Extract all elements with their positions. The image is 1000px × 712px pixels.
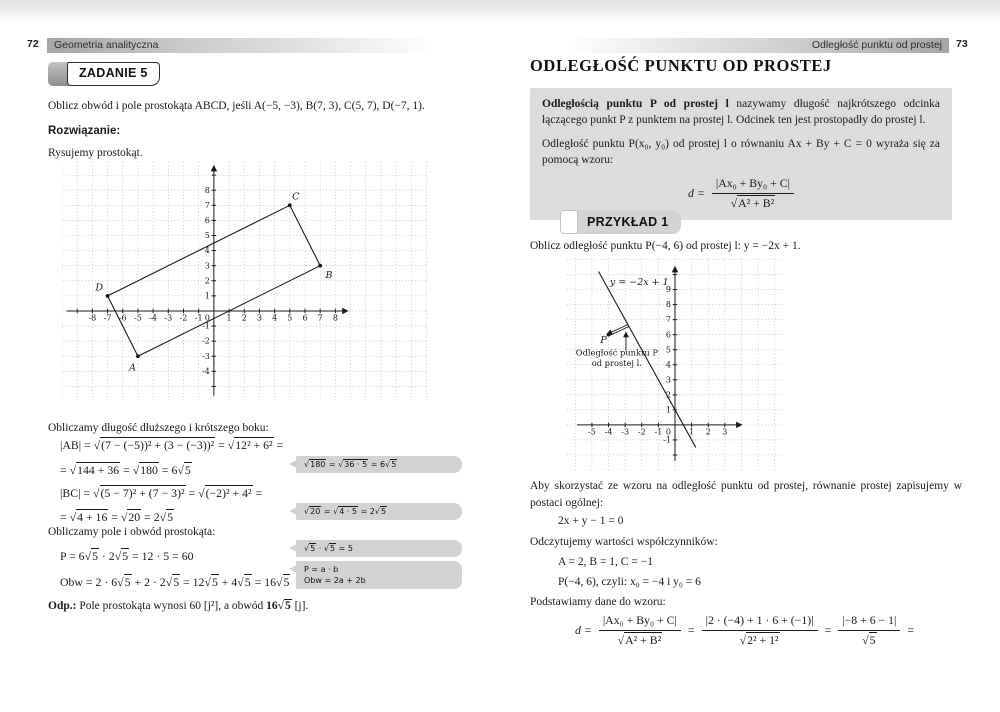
svg-text:3: 3 (204, 261, 210, 271)
answer-bold-value: 16√5 (266, 600, 291, 612)
hint-area-formula: P = a · b (304, 565, 339, 574)
calc-fraction-general (599, 612, 681, 648)
distance-plot (567, 258, 783, 470)
hint-callout-sqrt20 (296, 503, 462, 520)
svg-text:1: 1 (665, 405, 671, 415)
hint-callout-sqrt5 (296, 540, 462, 557)
chapter-header-left: Geometria analityczna (47, 38, 457, 53)
svg-text:5: 5 (204, 231, 210, 241)
task-badge-label: ZADANIE 5 (67, 62, 160, 86)
svg-text:-1: -1 (654, 427, 663, 437)
trailing-equals: = (907, 622, 915, 637)
answer-line (48, 598, 478, 615)
general-form-equation: 2x + y − 1 = 0 (558, 515, 624, 527)
page-number-left: 72 (27, 38, 39, 50)
hint-callout-sqrt180 (296, 456, 462, 473)
svg-text:0: 0 (665, 427, 671, 437)
hint-sqrt180-text: √180 = √36 · 5 = 6√5 (304, 460, 397, 469)
svg-text:-6: -6 (118, 313, 127, 323)
answer-text: Pole prostokąta wynosi 60 [j²], a obwód (79, 600, 267, 612)
calc-den-general: √A² + B² (617, 633, 662, 647)
svg-text:4: 4 (272, 313, 278, 323)
area-calculation: P = 6√5 · 2√5 = 12 · 5 = 60 (60, 549, 194, 563)
coefficients-paragraph: Odczytujemy wartości współczynników: (530, 536, 718, 548)
calc-num-simplified: |−8 + 6 − 1| (838, 612, 900, 631)
length-ab-calculation-2: = √144 + 36 = √180 = 6√5 (60, 463, 191, 477)
svg-text:2: 2 (665, 390, 671, 400)
calc-sides-label: Obliczamy długość dłuższego i krótszego boku: (48, 422, 269, 434)
example-badge (560, 210, 681, 234)
calc-num-general: |Ax₀ + By₀ + C| (599, 612, 681, 631)
svg-text:6: 6 (665, 330, 671, 340)
perimeter-calculation: Obw = 2 · 6√5 + 2 · 2√5 = 12√5 + 4√5 = 16√5 (60, 575, 290, 589)
page-number-right: 73 (956, 38, 968, 50)
substitute-paragraph: Podstawiamy dane do wzoru: (530, 596, 666, 608)
svg-text:od prostej l.: od prostej l. (591, 358, 642, 369)
length-bc-calculation-1: |BC| = √(5 − 7)² + (7 − 3)² = √(−2)² + 4² = (60, 486, 263, 500)
svg-text:5: 5 (287, 313, 293, 323)
coefficients-values: A = 2, B = 1, C = −1 (558, 556, 653, 568)
example-badge-tab (560, 210, 578, 234)
formula-numerator: |Ax₀ + By₀ + C| (712, 175, 794, 194)
rectangle-plot (62, 162, 428, 400)
svg-text:9: 9 (665, 285, 671, 295)
example-problem: Oblicz odległość punktu P(−4, 6) od prostej l: y = −2x + 1. (530, 240, 801, 252)
distance-calculation-formula (575, 612, 914, 648)
svg-text:6: 6 (204, 216, 210, 226)
svg-text:0: 0 (204, 313, 210, 323)
answer-suffix: [j]. (291, 600, 309, 612)
svg-text:8: 8 (332, 313, 338, 323)
formula-fraction (712, 175, 794, 211)
svg-text:-8: -8 (88, 313, 97, 323)
example-badge-label: PRZYKŁAD 1 (574, 210, 681, 234)
svg-text:-3: -3 (164, 313, 173, 323)
definition-box (530, 88, 952, 220)
svg-text:7: 7 (665, 315, 671, 325)
distance-formula (542, 175, 940, 211)
hint-callout-formulas (296, 561, 462, 589)
svg-text:y = −2x + 1: y = −2x + 1 (609, 277, 669, 289)
calc-formula-lead: d = (575, 622, 592, 637)
svg-text:3: 3 (665, 375, 671, 385)
svg-text:P: P (600, 334, 607, 346)
svg-text:2: 2 (241, 313, 247, 323)
svg-text:-1: -1 (663, 435, 671, 445)
svg-text:7: 7 (317, 313, 323, 323)
svg-text:5: 5 (665, 345, 671, 355)
svg-text:8: 8 (665, 300, 671, 310)
length-bc-calculation-2: = √4 + 16 = √20 = 2√5 (60, 510, 174, 524)
svg-text:-1: -1 (202, 321, 210, 331)
svg-text:8: 8 (204, 185, 210, 195)
formula-denominator: √A² + B² (730, 196, 775, 211)
svg-text:1: 1 (226, 313, 232, 323)
definition-paragraph (542, 96, 940, 129)
svg-text:-1: -1 (194, 313, 203, 323)
svg-text:A: A (129, 362, 137, 374)
formula-intro: Odległość punktu P(x₀, y₀) od prostej l o równaniu Ax + By + C = 0 wyraża się za pomocą wzoru: (542, 137, 940, 166)
equals-sign: = (687, 622, 695, 637)
task-badge (48, 62, 160, 86)
svg-text:C: C (292, 191, 300, 203)
svg-text:1: 1 (689, 427, 695, 437)
svg-text:-2: -2 (202, 336, 210, 346)
page-top-shading (0, 0, 1000, 24)
svg-text:D: D (95, 282, 104, 294)
equals-sign: = (824, 622, 832, 637)
draw-instruction: Rysujemy prostokąt. (48, 147, 143, 159)
formula-lead: d = (688, 185, 705, 200)
svg-text:2: 2 (204, 276, 210, 286)
svg-text:7: 7 (204, 200, 210, 210)
svg-text:Odległość punktu P: Odległość punktu P (575, 347, 658, 358)
svg-text:-3: -3 (202, 351, 210, 361)
svg-text:-2: -2 (179, 313, 188, 323)
svg-text:-5: -5 (134, 313, 142, 323)
svg-text:-4: -4 (604, 427, 613, 437)
length-ab-calculation-1: |AB| = √(7 − (−5))² + (3 − (−3))² = √12² + 6² = (60, 438, 284, 452)
svg-text:-5: -5 (588, 427, 596, 437)
svg-text:-4: -4 (202, 366, 210, 376)
calc-fraction-simplified (838, 612, 900, 648)
calc-den-substituted: √2² + 1² (739, 633, 779, 647)
svg-text:4: 4 (665, 360, 671, 370)
svg-text:-2: -2 (637, 427, 646, 437)
svg-text:2: 2 (705, 427, 711, 437)
hint-sqrt20-text: √20 = √4 · 5 = 2√5 (304, 507, 387, 516)
svg-text:-7: -7 (103, 313, 112, 323)
svg-text:1: 1 (204, 291, 210, 301)
answer-label: Odp.: (48, 600, 77, 612)
chapter-header-right: Odległość punktu od prostej (543, 38, 949, 53)
svg-text:3: 3 (722, 427, 728, 437)
section-title: ODLEGŁOŚĆ PUNKTU OD PROSTEJ (530, 56, 832, 75)
definition-text: nazywamy długość najkrótszego odcinka łączącego punkt P z punktem na prostej l. Odcinek ten jest prostopadły do prostej l. (542, 98, 940, 127)
general-form-paragraph: Aby skorzystać ze wzoru na odległość punktu od prostej, równanie prostej zapisujemy w postaci ogólnej: (530, 480, 962, 510)
task-badge-tab (48, 62, 69, 86)
svg-text:6: 6 (302, 313, 308, 323)
point-values: P(−4, 6), czyli: x₀ = −4 i y₀ = 6 (558, 576, 701, 588)
calc-fraction-substituted (702, 612, 818, 648)
svg-text:4: 4 (204, 246, 210, 256)
calc-den-simplified: √5 (862, 633, 876, 647)
svg-text:-4: -4 (149, 313, 158, 323)
svg-text:B: B (325, 269, 333, 281)
solution-label: Rozwiązanie: (48, 125, 121, 137)
svg-text:-3: -3 (621, 427, 630, 437)
calc-area-label: Obliczamy pole i obwód prostokąta: (48, 526, 216, 538)
definition-term: Odległością punktu P od prostej l (542, 98, 737, 110)
svg-text:3: 3 (256, 313, 262, 323)
problem-statement: Oblicz obwód i pole prostokąta ABCD, jeśli A(−5, −3), B(7, 3), C(5, 7), D(−7, 1). (48, 100, 425, 112)
hint-perimeter-formula: Obw = 2a + 2b (304, 576, 366, 586)
hint-sqrt5-text: √5 · √5 = 5 (304, 544, 353, 553)
calc-num-substituted: |2 · (−4) + 1 · 6 + (−1)| (702, 612, 818, 631)
